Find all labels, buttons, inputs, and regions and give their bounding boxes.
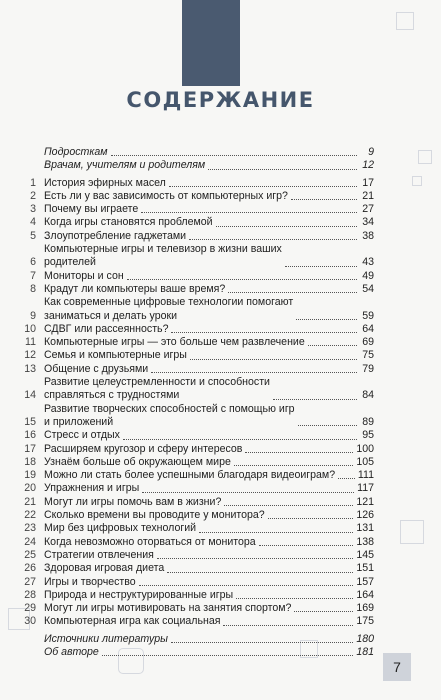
toc-entry bbox=[22, 469, 374, 482]
page-ref: 69 bbox=[362, 336, 374, 349]
toc-entry-body bbox=[44, 177, 374, 190]
page-ref: 38 bbox=[362, 229, 374, 242]
chapter-title-line: История эфирных масел bbox=[44, 176, 166, 189]
page-ref: 54 bbox=[362, 282, 374, 295]
leader-dots bbox=[291, 199, 357, 200]
page-ref: 151 bbox=[356, 562, 374, 575]
leader-dots bbox=[223, 625, 353, 626]
chapter-title-line: Стратегии отвлечения bbox=[44, 548, 154, 561]
chapter-title bbox=[44, 283, 225, 296]
leader-dots bbox=[224, 505, 353, 506]
chapter-number: 11 bbox=[25, 336, 36, 349]
toc-entry bbox=[22, 522, 374, 535]
chapter-title bbox=[44, 562, 164, 575]
chapter-number: 10 bbox=[24, 322, 36, 335]
chapter-number: 29 bbox=[24, 602, 36, 615]
chapter-title-line: Могут ли игры помочь вам в жизни? bbox=[44, 495, 222, 508]
toc-entry bbox=[22, 283, 374, 296]
chapter-title bbox=[44, 469, 335, 482]
chapter-title bbox=[44, 602, 291, 615]
chapter-title bbox=[44, 429, 120, 442]
chapter-number: 15 bbox=[24, 415, 36, 428]
toc-entry bbox=[22, 509, 374, 522]
leader-dots bbox=[111, 155, 358, 156]
toc-entry bbox=[22, 190, 374, 203]
toc-entry-body bbox=[44, 562, 374, 575]
chapter-title-line: Врачам, учителям и родителям bbox=[44, 159, 206, 172]
toc-entry bbox=[22, 363, 374, 376]
chapter-title bbox=[44, 522, 196, 535]
leader-dots bbox=[167, 572, 353, 573]
page-ref: 59 bbox=[362, 309, 374, 322]
decorative-square bbox=[418, 150, 432, 164]
chapter-number: 7 bbox=[30, 269, 36, 282]
toc-entry-body bbox=[44, 203, 374, 216]
chapter-title bbox=[44, 646, 99, 659]
page-ref: 180 bbox=[356, 632, 374, 645]
toc-entry bbox=[22, 403, 374, 430]
chapter-number: 20 bbox=[24, 482, 36, 495]
toc-entry-body bbox=[44, 190, 374, 203]
chapter-title bbox=[44, 496, 221, 509]
toc-entry-body bbox=[44, 602, 374, 615]
page-ref: 121 bbox=[356, 495, 374, 508]
chapter-number: 17 bbox=[24, 442, 36, 455]
chapter-title bbox=[44, 376, 270, 403]
chapter-number: 25 bbox=[24, 548, 36, 561]
leader-dots bbox=[298, 425, 357, 426]
toc-entry bbox=[22, 323, 374, 336]
chapter-title bbox=[44, 216, 213, 229]
toc-entry-body bbox=[44, 576, 374, 589]
toc-entry bbox=[22, 376, 374, 403]
page-ref: 105 bbox=[356, 455, 374, 468]
chapter-number: 1 bbox=[30, 176, 36, 189]
chapter-title bbox=[44, 549, 154, 562]
leader-dots bbox=[245, 452, 353, 453]
toc-entry-body bbox=[44, 403, 374, 430]
chapter-title-line: родителей bbox=[44, 256, 96, 269]
chapter-number: 8 bbox=[30, 282, 36, 295]
toc-entry bbox=[22, 646, 374, 659]
toc-entry bbox=[22, 177, 374, 190]
chapter-title bbox=[44, 270, 124, 283]
chapter-title-line: справляться с трудностями bbox=[44, 389, 180, 402]
chapter-title-line: Когда невозможно оторваться от монитора bbox=[44, 535, 256, 548]
toc-entry bbox=[22, 549, 374, 562]
chapter-title-line: Почему вы играете bbox=[44, 203, 139, 216]
toc-entry bbox=[22, 443, 374, 456]
chapter-title bbox=[44, 456, 231, 469]
toc-entry-body bbox=[44, 456, 374, 469]
chapter-title-line: Подросткам bbox=[44, 146, 108, 158]
page-ref: 64 bbox=[362, 322, 374, 335]
toc-entry-body bbox=[44, 429, 374, 442]
chapter-title-line: Игры и творчество bbox=[44, 575, 136, 588]
leader-dots bbox=[102, 655, 353, 656]
leader-dots bbox=[294, 611, 353, 612]
chapter-title-line: Могут ли игры мотивировать на занятия спортом? bbox=[44, 602, 292, 615]
toc-entry-body bbox=[44, 522, 374, 535]
toc-entry-body bbox=[44, 159, 374, 172]
leader-dots bbox=[199, 532, 353, 533]
toc-entry-body bbox=[44, 536, 374, 549]
page-ref: 145 bbox=[356, 548, 374, 561]
toc-entry-body bbox=[44, 615, 374, 628]
page-ref: 34 bbox=[362, 216, 374, 229]
chapter-title bbox=[44, 633, 168, 646]
chapter-title-line: Когда игры становятся проблемой bbox=[44, 216, 213, 229]
chapter-title bbox=[44, 363, 148, 376]
toc-entry-body bbox=[44, 146, 374, 159]
page-ref: 111 bbox=[357, 469, 374, 482]
chapter-title-line: Крадут ли компьютеры ваше время? bbox=[44, 282, 226, 295]
chapter-number: 16 bbox=[24, 429, 36, 442]
chapter-number: 21 bbox=[24, 495, 36, 508]
leader-dots bbox=[216, 226, 357, 227]
chapter-title-line: Расширяем кругозор и сферу интересов bbox=[44, 442, 243, 455]
chapter-number: 14 bbox=[24, 389, 36, 402]
page-ref: 117 bbox=[357, 482, 374, 495]
toc-entry-body bbox=[44, 349, 374, 362]
page-number-text: 7 bbox=[393, 659, 401, 675]
toc-entry-body bbox=[44, 283, 374, 296]
toc-entry bbox=[22, 216, 374, 229]
chapter-title-line: Злоупотребление гаджетами bbox=[44, 229, 187, 242]
chapter-title-line: Можно ли стать более успешными благодаря видеоиграм? bbox=[44, 469, 336, 482]
chapter-title-line: Мониторы и сон bbox=[44, 269, 124, 282]
chapter-title bbox=[44, 509, 265, 522]
toc-entry-body bbox=[44, 443, 374, 456]
chapter-title-line: Компьютерные игры — это больше чем развлечение bbox=[44, 336, 305, 349]
chapter-title-line: Узнаём больше об окружающем мире bbox=[44, 455, 231, 468]
chapter-title bbox=[44, 336, 305, 349]
leader-dots bbox=[296, 319, 357, 320]
page-ref: 89 bbox=[362, 415, 374, 428]
chapter-number: 5 bbox=[30, 229, 36, 242]
chapter-title bbox=[44, 159, 205, 172]
leader-dots bbox=[234, 465, 353, 466]
page-ref: 49 bbox=[362, 269, 374, 282]
toc-entry bbox=[22, 536, 374, 549]
chapter-number: 19 bbox=[24, 469, 36, 482]
toc-entry bbox=[22, 615, 374, 628]
toc-entry bbox=[22, 602, 374, 615]
chapter-number: 2 bbox=[30, 189, 36, 202]
chapter-title bbox=[44, 536, 256, 549]
chapter-title-line: Природа и неструктурированные игры bbox=[44, 588, 234, 601]
decorative-square bbox=[412, 176, 422, 186]
toc-entry-body bbox=[44, 270, 374, 283]
chapter-title-line: Общение с друзьями bbox=[44, 362, 149, 375]
leader-dots bbox=[151, 372, 357, 373]
page-ref: 27 bbox=[362, 203, 374, 216]
toc-entry-body bbox=[44, 469, 374, 482]
chapter-title-line: Развитие творческих способностей с помощью игр bbox=[44, 402, 295, 415]
chapter-title-line: Мир без цифровых технологий bbox=[44, 522, 197, 535]
chapter-title-line: и приложений bbox=[44, 415, 114, 428]
page-ref: 126 bbox=[356, 509, 374, 522]
chapter-title-line: Источники литературы bbox=[44, 632, 168, 645]
chapter-title bbox=[44, 243, 282, 270]
leader-dots bbox=[208, 169, 357, 170]
chapter-number: 27 bbox=[24, 575, 36, 588]
chapter-number: 23 bbox=[24, 522, 36, 535]
leader-dots bbox=[139, 585, 354, 586]
chapter-number: 13 bbox=[24, 362, 36, 375]
toc-entry bbox=[22, 482, 374, 495]
page-ref: 9 bbox=[368, 146, 374, 158]
leader-dots bbox=[308, 345, 357, 346]
chapter-title-line: Как современные цифровые технологии помогают bbox=[44, 296, 294, 309]
page-ref: 75 bbox=[362, 349, 374, 362]
chapter-title-line: Упражнения и игры bbox=[44, 482, 140, 495]
chapter-title bbox=[44, 589, 233, 602]
chapter-title bbox=[44, 403, 295, 430]
leader-dots bbox=[259, 545, 354, 546]
chapter-title-line: СДВГ или рассеянность? bbox=[44, 322, 169, 335]
chapter-title-line: Компьютерная игра как социальная bbox=[44, 615, 221, 628]
page-ref: 164 bbox=[356, 588, 374, 601]
leader-dots bbox=[338, 478, 355, 479]
chapter-number: 30 bbox=[24, 615, 36, 628]
toc-entry-body bbox=[44, 363, 374, 376]
chapter-title bbox=[44, 296, 293, 323]
decorative-square bbox=[400, 520, 424, 544]
toc-entry bbox=[22, 429, 374, 442]
chapter-title-line: Стресс и отдых bbox=[44, 429, 120, 442]
chapter-number: 24 bbox=[24, 535, 36, 548]
page-number bbox=[383, 653, 411, 681]
page-ref: 79 bbox=[362, 362, 374, 375]
toc-entry-body bbox=[44, 243, 374, 270]
toc-entry bbox=[22, 496, 374, 509]
chapter-title-line: Есть ли у вас зависимость от компьютерных игр? bbox=[44, 189, 288, 202]
toc-entry bbox=[22, 349, 374, 362]
page-ref: 43 bbox=[362, 256, 374, 269]
toc-entry bbox=[22, 296, 374, 323]
leader-dots bbox=[273, 399, 357, 400]
toc-entry bbox=[22, 633, 374, 646]
toc-entry bbox=[22, 146, 374, 159]
chapter-title bbox=[44, 576, 136, 589]
header-accent-block bbox=[182, 0, 240, 86]
toc-entry-body bbox=[44, 509, 374, 522]
page-ref: 21 bbox=[362, 189, 374, 202]
leader-dots bbox=[189, 239, 357, 240]
chapter-title-line: Развитие целеустремленности и способности bbox=[44, 376, 270, 389]
chapter-title-line: заниматься и делать уроки bbox=[44, 309, 178, 322]
chapter-number: 22 bbox=[24, 509, 36, 522]
chapter-title-line: Здоровая игровая диета bbox=[44, 562, 165, 575]
chapter-number: 18 bbox=[24, 455, 36, 468]
leader-dots bbox=[268, 518, 354, 519]
toc-entry-body bbox=[44, 323, 374, 336]
page-ref: 138 bbox=[356, 535, 374, 548]
chapter-title bbox=[44, 323, 168, 336]
page-ref: 95 bbox=[362, 429, 374, 442]
toc-entry-body bbox=[44, 482, 374, 495]
toc-entry-body bbox=[44, 376, 374, 403]
toc-entry-body bbox=[44, 496, 374, 509]
page-ref: 12 bbox=[362, 159, 374, 172]
chapter-title-line: Сколько времени вы проводите у монитора? bbox=[44, 509, 265, 522]
page-ref: 181 bbox=[356, 645, 374, 658]
chapter-title-line: Компьютерные игры и телевизор в жизни ваших bbox=[44, 243, 282, 256]
toc-entry bbox=[22, 230, 374, 243]
table-of-contents bbox=[22, 146, 374, 659]
chapter-title bbox=[44, 443, 242, 456]
chapter-number: 12 bbox=[24, 349, 36, 362]
page-ref: 84 bbox=[362, 389, 374, 402]
leader-dots bbox=[142, 492, 354, 493]
chapter-number: 3 bbox=[30, 203, 36, 216]
toc-entry-body bbox=[44, 633, 374, 646]
decorative-square bbox=[396, 12, 414, 30]
toc-entry bbox=[22, 159, 374, 172]
leader-dots bbox=[171, 332, 357, 333]
toc-entry bbox=[22, 562, 374, 575]
leader-dots bbox=[285, 266, 357, 267]
chapter-number: 9 bbox=[30, 309, 36, 322]
page-ref: 157 bbox=[356, 575, 374, 588]
leader-dots bbox=[157, 558, 353, 559]
chapter-number: 4 bbox=[30, 216, 36, 229]
toc-entry-body bbox=[44, 549, 374, 562]
toc-entry bbox=[22, 203, 374, 216]
toc-entry bbox=[22, 336, 374, 349]
leader-dots bbox=[123, 439, 357, 440]
chapter-title bbox=[44, 230, 186, 243]
page-title: СОДЕРЖАНИЕ bbox=[126, 88, 315, 112]
leader-dots bbox=[127, 279, 357, 280]
toc-entry-body bbox=[44, 296, 374, 323]
chapter-title bbox=[44, 482, 139, 495]
chapter-title bbox=[44, 203, 138, 216]
toc-entry bbox=[22, 270, 374, 283]
toc-entry-body bbox=[44, 230, 374, 243]
chapter-number: 28 bbox=[24, 588, 36, 601]
leader-dots bbox=[169, 186, 357, 187]
page-ref: 175 bbox=[356, 615, 374, 628]
toc-entry bbox=[22, 589, 374, 602]
leader-dots bbox=[171, 642, 353, 643]
page-ref: 131 bbox=[356, 522, 374, 535]
chapter-title bbox=[44, 349, 187, 362]
toc-entry-body bbox=[44, 216, 374, 229]
toc-entry-body bbox=[44, 589, 374, 602]
toc-entry bbox=[22, 576, 374, 589]
chapter-title-line: Семья и компьютерные игры bbox=[44, 349, 187, 362]
chapter-title bbox=[44, 177, 166, 190]
toc-entry bbox=[22, 243, 374, 270]
leader-dots bbox=[141, 212, 357, 213]
page-ref: 100 bbox=[356, 442, 374, 455]
chapter-title-line: Об авторе bbox=[44, 645, 99, 658]
chapter-number: 6 bbox=[30, 256, 36, 269]
leader-dots bbox=[236, 598, 353, 599]
leader-dots bbox=[228, 292, 357, 293]
toc-entry-body bbox=[44, 336, 374, 349]
chapter-title bbox=[44, 146, 108, 159]
chapter-title bbox=[44, 190, 288, 203]
page-ref: 169 bbox=[356, 602, 374, 615]
chapter-number: 26 bbox=[24, 562, 36, 575]
toc-entry bbox=[22, 456, 374, 469]
chapter-title bbox=[44, 615, 220, 628]
page-ref: 17 bbox=[362, 176, 374, 189]
toc-entry-body bbox=[44, 646, 374, 659]
leader-dots bbox=[190, 359, 357, 360]
